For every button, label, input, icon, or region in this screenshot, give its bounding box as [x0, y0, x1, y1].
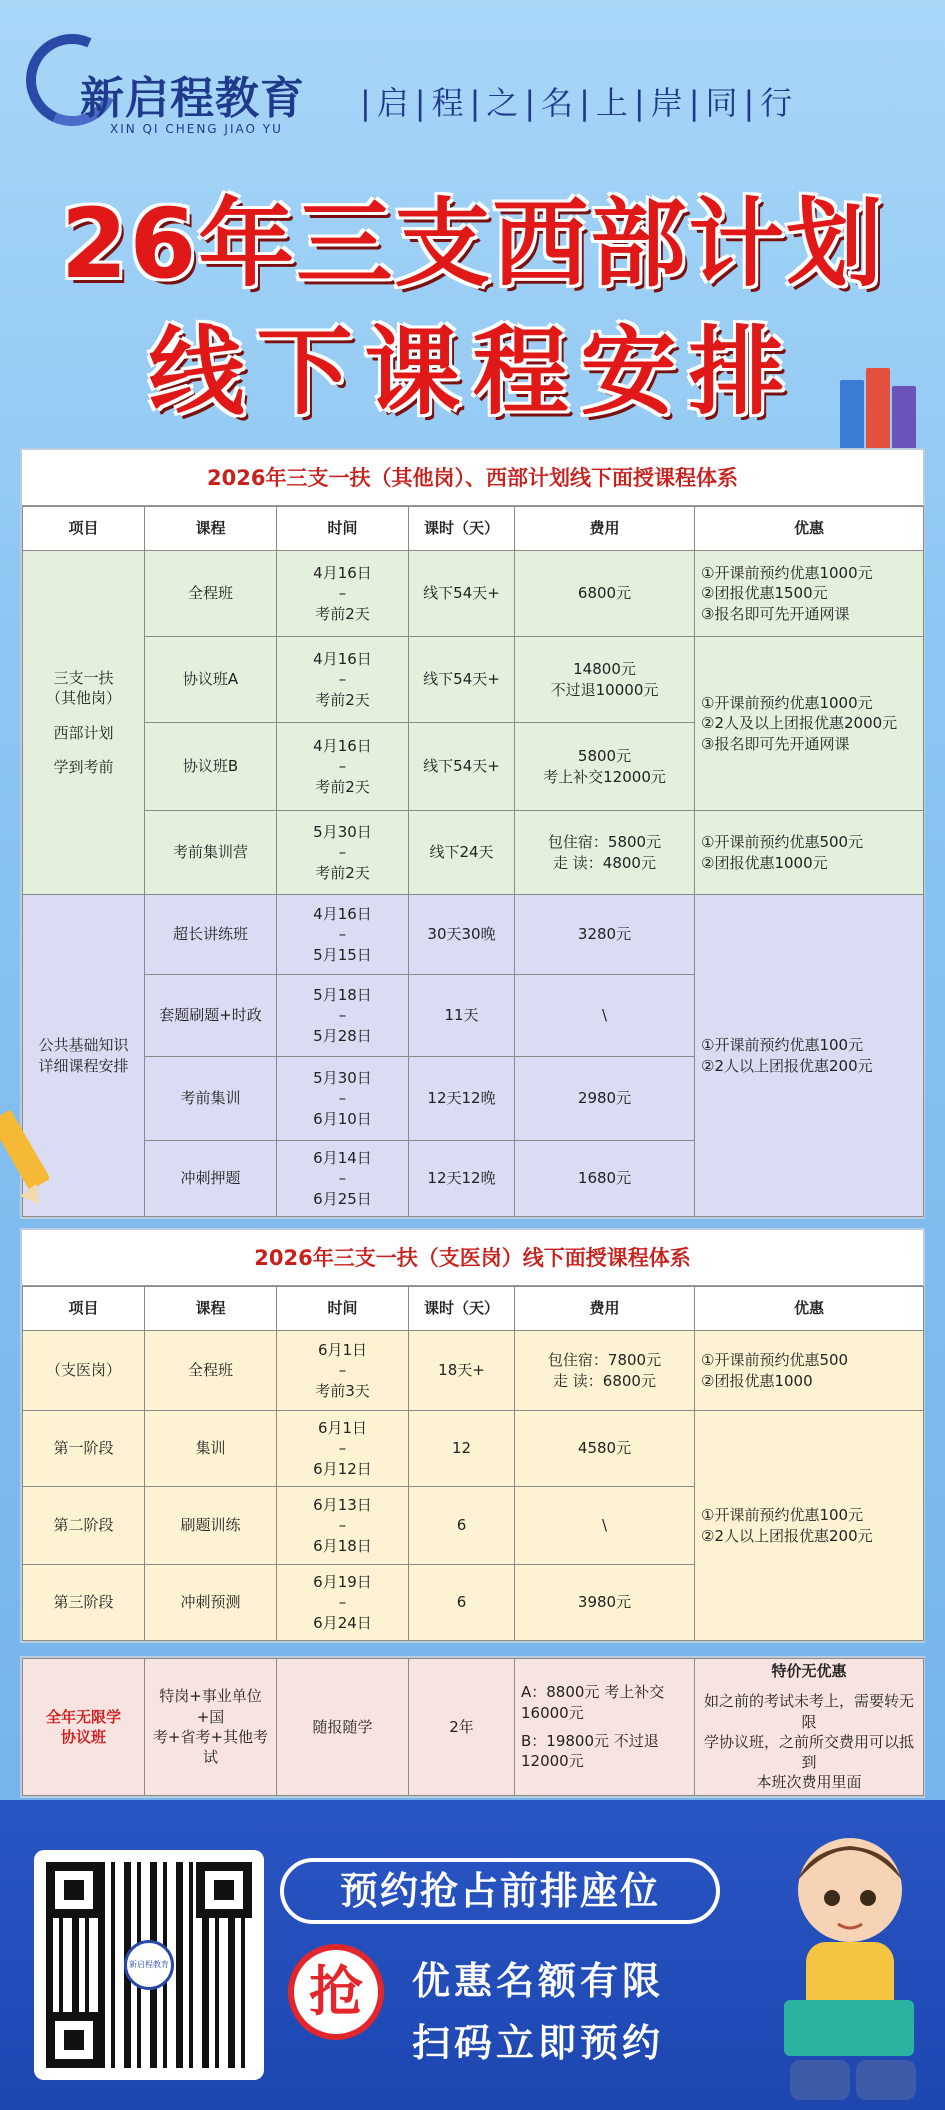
table-row — [23, 637, 924, 723]
table-row — [23, 551, 924, 637]
footer-banner — [0, 1800, 945, 2110]
course-fee: 14800元 不过退10000元 — [515, 637, 695, 723]
scan-to-book-text: 扫码立即预约 — [412, 2021, 665, 2065]
course-time: 4月16日 – 考前2天 — [277, 723, 409, 811]
course-time: 4月16日 – 5月15日 — [277, 895, 409, 975]
table-row — [23, 811, 924, 895]
limited-offer-text: 优惠名额有限 — [412, 1959, 665, 2003]
kid-reading-icon — [770, 1820, 930, 2110]
course-time: 4月16日 – 考前2天 — [277, 637, 409, 723]
table3-grid — [22, 1658, 924, 1796]
course-time: 随报随学 — [277, 1659, 409, 1796]
course-hours: 2年 — [409, 1659, 515, 1796]
course-hours: 18天+ — [409, 1331, 515, 1411]
course-fee: 3980元 — [515, 1565, 695, 1641]
course-hours: 线下54天+ — [409, 551, 515, 637]
header-perks: 优惠 — [695, 507, 924, 551]
header-project: 项目 — [23, 1287, 145, 1331]
course-time: 6月13日 – 6月18日 — [277, 1487, 409, 1565]
header-fee: 费用 — [515, 1287, 695, 1331]
main-title-line1: 26年三支西部计划 — [60, 188, 885, 300]
course-name: 超长讲练班 — [145, 895, 277, 975]
course-name: 协议班A — [145, 637, 277, 723]
qr-finder — [46, 2012, 102, 2068]
course-fee: \ — [515, 975, 695, 1057]
course-name: 考前集训营 — [145, 811, 277, 895]
course-hours: 线下24天 — [409, 811, 515, 895]
course-fee: 4580元 — [515, 1411, 695, 1487]
course-fee: 包住宿：5800元 走 读：4800元 — [515, 811, 695, 895]
course-name: 冲刺押题 — [145, 1141, 277, 1217]
course-perks: ①开课前预约优惠500元 ②团报优惠1000元 — [695, 811, 924, 895]
course-table-medical-posts — [20, 1228, 925, 1643]
table1-title: 2026年三支一扶（其他岗）、西部计划线下面授课程体系 — [22, 450, 923, 506]
course-hours: 12天12晚 — [409, 1141, 515, 1217]
course-hours: 线下54天+ — [409, 723, 515, 811]
course-time: 5月18日 – 5月28日 — [277, 975, 409, 1057]
group1-label: 三支一扶 （其他岗） 西部计划 学到考前 — [23, 551, 145, 895]
header-hours: 课时（天） — [409, 507, 515, 551]
header-time: 时间 — [277, 507, 409, 551]
course-perks: 特价无优惠 如之前的考试未考上，需要转无限 学协议班，之前所交费用可以抵到 本班次费用里面 — [695, 1659, 924, 1796]
course-fee: 5800元 考上补交12000元 — [515, 723, 695, 811]
course-hours: 12 — [409, 1411, 515, 1487]
table2-title: 2026年三支一扶（支医岗）线下面授课程体系 — [22, 1230, 923, 1286]
course-hours: 6 — [409, 1565, 515, 1641]
header — [0, 0, 945, 140]
course-time: 6月1日 – 考前3天 — [277, 1331, 409, 1411]
qr-logo: 新启程教育 — [124, 1940, 174, 1990]
course-perks: ①开课前预约优惠100元 ②2人以上团报优惠200元 — [695, 895, 924, 1217]
course-time: 4月16日 – 考前2天 — [277, 551, 409, 637]
header-course: 课程 — [145, 1287, 277, 1331]
table-row — [23, 1411, 924, 1487]
grab-badge: 抢 — [288, 1944, 384, 2040]
course-name: 冲刺预测 — [145, 1565, 277, 1641]
qr-pattern — [46, 1862, 252, 2068]
course-perks: ①开课前预约优惠100元 ②2人以上团报优惠200元 — [695, 1411, 924, 1641]
table1-header-row — [23, 507, 924, 551]
course-fee: 3280元 — [515, 895, 695, 975]
pencil-icon — [0, 1100, 50, 1220]
table2-header-row — [23, 1287, 924, 1331]
header-project: 项目 — [23, 507, 145, 551]
course-name: 协议班B — [145, 723, 277, 811]
qr-code[interactable] — [34, 1850, 264, 2080]
course-name: 全程班 — [145, 1331, 277, 1411]
course-time: 6月14日 – 6月25日 — [277, 1141, 409, 1217]
table-row — [23, 1331, 924, 1411]
course-table-unlimited — [20, 1656, 925, 1798]
table2-grid — [22, 1286, 924, 1641]
table1-grid — [22, 506, 924, 1217]
table-row — [23, 1659, 924, 1796]
course-hours: 12天12晚 — [409, 1057, 515, 1141]
course-hours: 11天 — [409, 975, 515, 1057]
stage-label: 第一阶段 — [23, 1411, 145, 1487]
course-fee: \ — [515, 1487, 695, 1565]
header-time: 时间 — [277, 1287, 409, 1331]
row-label: （支医岗） — [23, 1331, 145, 1411]
course-time: 5月30日 – 6月10日 — [277, 1057, 409, 1141]
main-title-line2: 线下课程安排 — [148, 316, 797, 428]
stage-label: 第三阶段 — [23, 1565, 145, 1641]
course-fee: 6800元 — [515, 551, 695, 637]
table-row — [23, 895, 924, 975]
course-fee: 2980元 — [515, 1057, 695, 1141]
course-name: 集训 — [145, 1411, 277, 1487]
reserve-seat-button[interactable]: 预约抢占前排座位 — [280, 1858, 720, 1924]
course-fee: A：8800元 考上补交 16000元 B：19800元 不过退 12000元 — [515, 1659, 695, 1796]
header-fee: 费用 — [515, 507, 695, 551]
course-table-other-posts — [20, 448, 925, 1219]
unlimited-label: 全年无限学 协议班 — [23, 1659, 145, 1796]
qr-finder — [46, 1862, 102, 1918]
slogan: |启|程|之|名|上|岸|同|行 — [360, 84, 799, 122]
course-name: 刷题训练 — [145, 1487, 277, 1565]
qr-finder — [196, 1862, 252, 1918]
course-perks: ①开课前预约优惠1000元 ②2人及以上团报优惠2000元 ③报名即可先开通网课 — [695, 637, 924, 811]
course-perks: ①开课前预约优惠1000元 ②团报优惠1500元 ③报名即可先开通网课 — [695, 551, 924, 637]
course-fee: 1680元 — [515, 1141, 695, 1217]
course-perks: ①开课前预约优惠500 ②团报优惠1000 — [695, 1331, 924, 1411]
course-hours: 线下54天+ — [409, 637, 515, 723]
group2-label: 公共基础知识 详细课程安排 — [23, 895, 145, 1217]
course-hours: 30天30晚 — [409, 895, 515, 975]
course-time: 6月19日 – 6月24日 — [277, 1565, 409, 1641]
course-name: 套题刷题+时政 — [145, 975, 277, 1057]
course-name: 考前集训 — [145, 1057, 277, 1141]
course-name: 特岗+事业单位+国 考+省考+其他考试 — [145, 1659, 277, 1796]
logo-subtitle: XIN QI CHENG JIAO YU — [110, 122, 283, 136]
course-fee: 包住宿：7800元 走 读：6800元 — [515, 1331, 695, 1411]
stage-label: 第二阶段 — [23, 1487, 145, 1565]
course-time: 6月1日 – 6月12日 — [277, 1411, 409, 1487]
header-hours: 课时（天） — [409, 1287, 515, 1331]
header-course: 课程 — [145, 507, 277, 551]
course-name: 全程班 — [145, 551, 277, 637]
course-time: 5月30日 – 考前2天 — [277, 811, 409, 895]
course-hours: 6 — [409, 1487, 515, 1565]
logo-text: 新启程教育 — [80, 73, 305, 124]
header-perks: 优惠 — [695, 1287, 924, 1331]
